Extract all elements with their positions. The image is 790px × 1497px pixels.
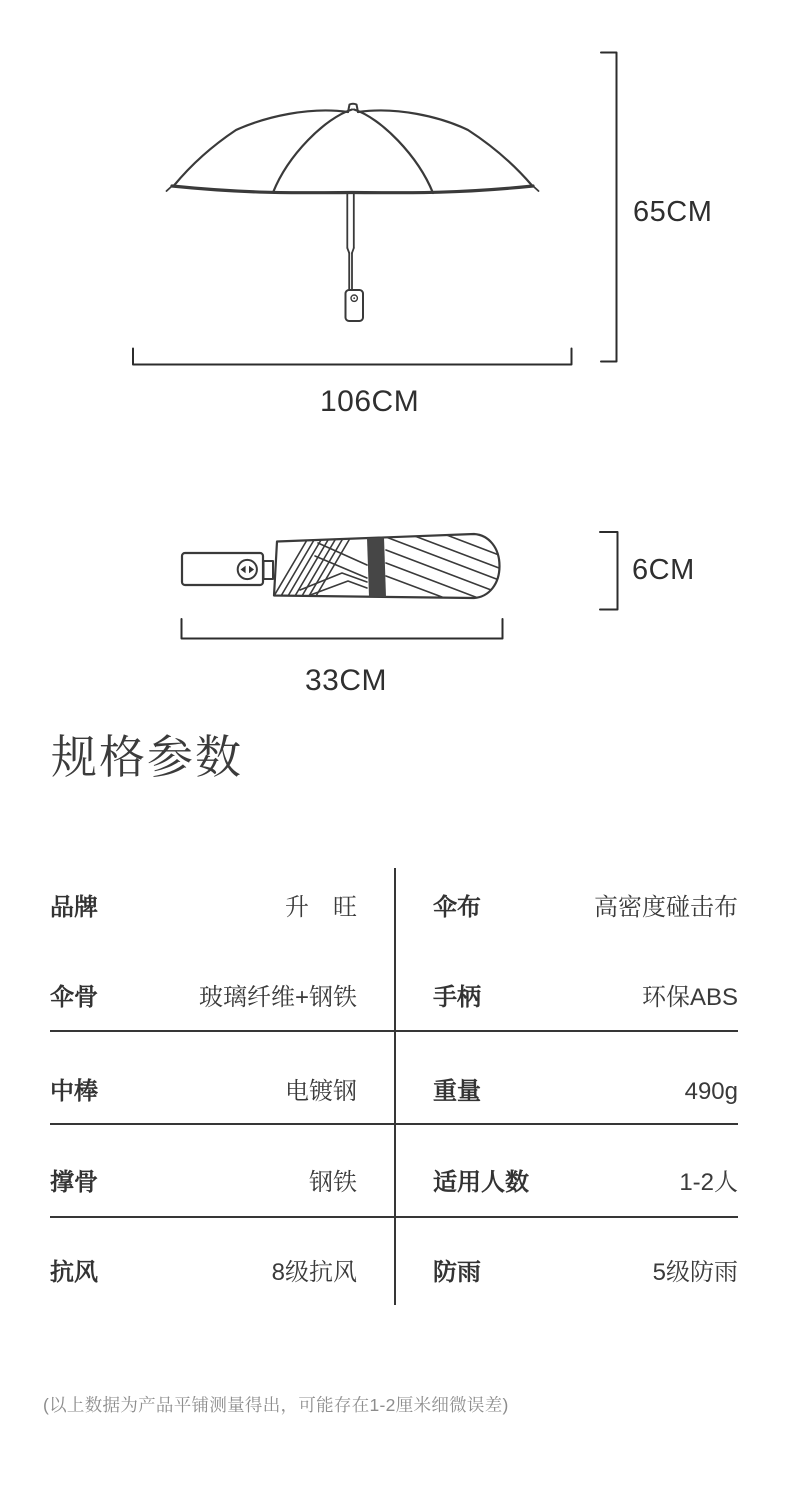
umbrella-inner-ribs: [273, 110, 433, 194]
spec-label: 撑骨: [50, 1169, 98, 1196]
umbrella-diagrams: [0, 0, 790, 720]
folded-body-outline: [274, 534, 500, 598]
spec-label: 防雨: [433, 1259, 481, 1286]
spec-value: 钢铁: [309, 1169, 357, 1196]
spec-value: 玻璃纤维+钢铁: [198, 984, 357, 1011]
spec-label: 品牌: [50, 894, 98, 921]
height-bracket-65cm: [601, 53, 617, 362]
spec-label: 抗风: [50, 1259, 98, 1286]
umbrella-canopy-bottom-edge: [172, 186, 533, 193]
open-umbrella-dimension-brackets: [133, 53, 617, 365]
measurement-disclaimer: (以上数据为产品平铺测量得出，可能存在1-2厘米细微误差): [43, 1395, 509, 1415]
height-bracket-6cm: [600, 532, 618, 610]
spec-value: 5级防雨: [652, 1259, 738, 1286]
umbrella-handle: [346, 290, 364, 321]
section-title: 规格参数: [51, 731, 243, 783]
width-bracket-106cm: [133, 349, 572, 365]
spec-label: 手柄: [433, 984, 481, 1011]
folded-umbrella-diagram: [182, 534, 500, 601]
umbrella-shaft: [347, 193, 354, 290]
table-row: [50, 980, 738, 1016]
table-row: [50, 1074, 738, 1110]
table-row: [50, 1255, 738, 1291]
spec-label: 适用人数: [433, 1169, 529, 1196]
spec-label: 伞布: [433, 894, 481, 921]
spec-value: 环保ABS: [641, 984, 738, 1011]
spec-label: 伞骨: [50, 984, 98, 1011]
table-row: [50, 890, 738, 926]
folded-umbrella-width-label: 33CM: [305, 664, 388, 697]
open-umbrella-width-label: 106CM: [320, 385, 420, 418]
spec-value: 升 旺: [285, 894, 357, 921]
spec-value: 490g: [684, 1078, 738, 1105]
spec-label: 重量: [433, 1078, 481, 1105]
folded-handle: [182, 553, 263, 585]
umbrella-canopy-outline: [174, 110, 532, 185]
spec-value: 1-2人: [679, 1169, 738, 1196]
folded-shaft-connector: [264, 561, 274, 579]
open-umbrella-height-label: 65CM: [633, 196, 713, 228]
spec-value: 高密度碰击布: [594, 894, 738, 921]
folded-body-strap-band: [367, 537, 386, 597]
spec-value: 8级抗风: [271, 1259, 357, 1286]
spec-value: 电镀钢: [285, 1078, 357, 1105]
spec-label: 中棒: [50, 1078, 98, 1105]
width-bracket-33cm: [182, 619, 503, 639]
open-umbrella-diagram: [167, 104, 539, 321]
table-row: [50, 1165, 738, 1201]
folded-umbrella-height-label: 6CM: [632, 554, 695, 586]
